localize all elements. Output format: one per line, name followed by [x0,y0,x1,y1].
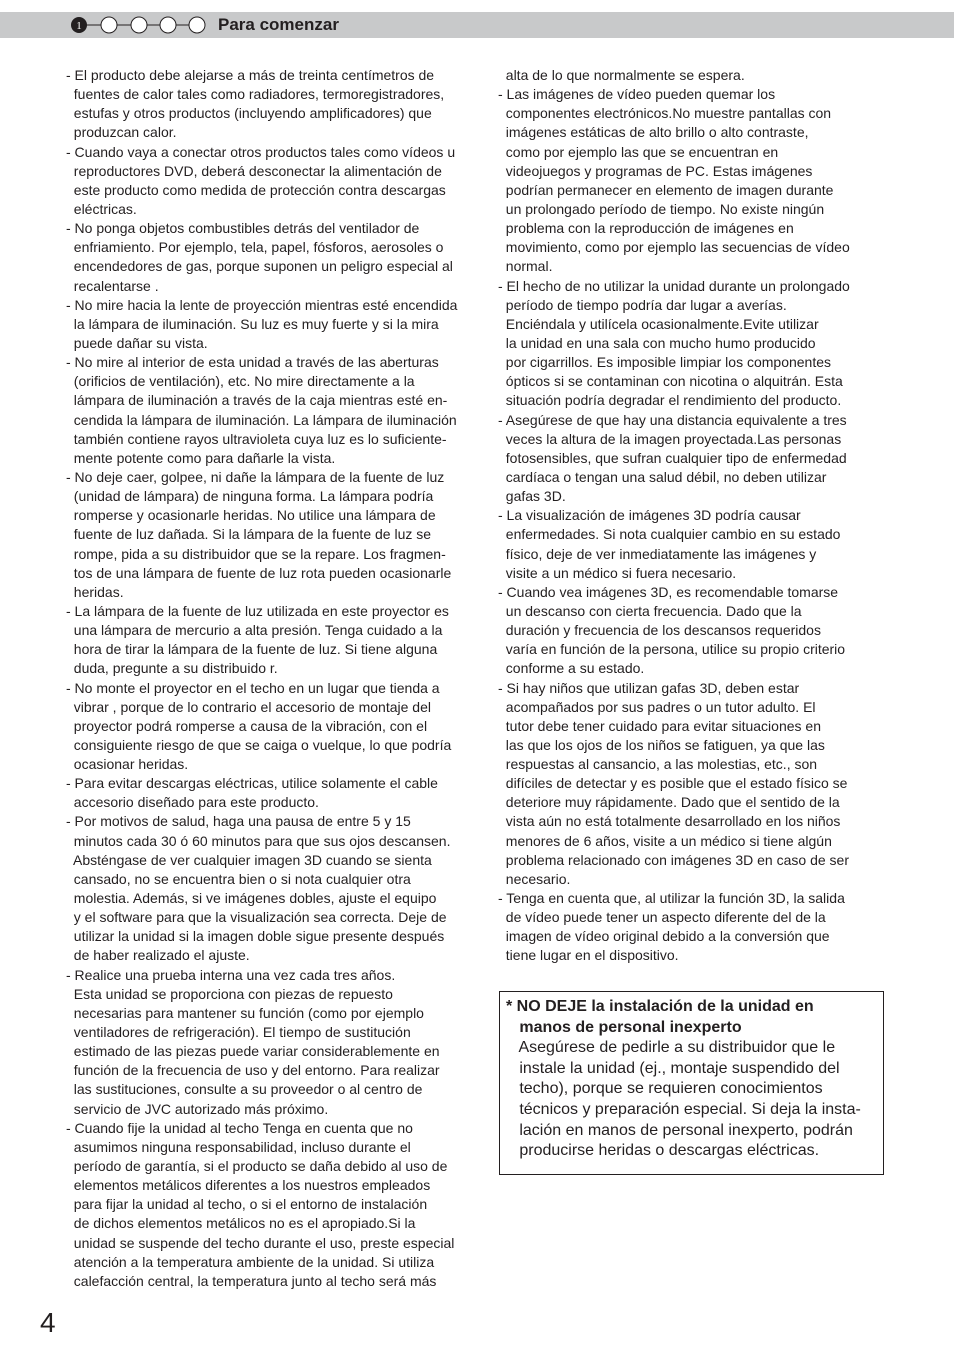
text-line: molestia. Además, si ve imágenes dobles, ajuste el equipo [66,890,437,907]
text-line: ventiladores de refrigeración). El tiempo de sustitución [66,1024,411,1041]
text-line: de haber realizado el ajuste. [66,947,250,964]
text-line: alta de lo que normalmente se espera. [498,67,745,83]
text-line: - No monte el proyector en el techo en un lugar que tienda a [66,679,440,696]
text-line: un prolongado período de tiempo. No existe ningún [498,200,825,217]
text-line: produzcan calor. [66,124,177,141]
step-circle [160,17,176,33]
text-line: duda, pregunte a su distribuido r. [66,660,278,677]
installation-notice-text [506,997,861,1162]
text-line: gafas 3D. [498,488,566,505]
text-line: ópticos si se contaminan con nicotina o alquitrán. Esta [498,373,843,390]
text-line: proyector podrá romperse a causa de la vibración, con el [66,717,428,734]
text-line: producirse heridas o descargas eléctricas. [506,1142,820,1160]
text-line: las sustituciones, consulte a su proveedor o al centro de [66,1081,423,1098]
text-line: situación podría degradar el rendimiento del producto. [498,392,842,409]
text-line: de vídeo puede tener un aspecto diferente del de la [498,909,826,926]
text-line: elementos metálicos diferentes a los nuestros empleados [66,1177,431,1194]
text-line: fotosensibles, que sufran cualquier tipo de enfermedad [498,449,847,466]
text-line: Esta unidad se proporciona con piezas de repuesto [66,985,393,1002]
text-line: acompañados por sus padres o un tutor adulto. El [498,698,816,715]
text-line: - No ponga objetos combustibles detrás del ventilador de [66,220,420,237]
text-line: difíciles de detectar y es posible que el estado físico se [498,775,848,792]
text-line: tos de una lámpara de fuente de luz rota pueden ocasionarle [66,564,452,581]
text-line: tiene lugar en el dispositivo. [498,947,679,964]
text-line: - Cuando fije la unidad al techo Tenga en cuenta que no [66,1119,413,1136]
text-line: romperse y ocasionarle heridas. No utilice una lámpara de [66,507,436,524]
text-line: enfriamiento. Por ejemplo, tela, papel, fósforos, aerosoles o [66,239,444,256]
text-line: visite a un médico si fuera necesario. [498,564,737,581]
text-line: consiguiente riesgo de que se caiga o vuelque, lo que podría [66,736,452,753]
text-line: ocasionar heridas. [66,756,189,773]
text-line: imagen de vídeo original debido a la conversión que [498,928,830,945]
text-line: videojuegos y programas de PC. Estas imágenes [498,162,813,179]
text-line: instale la unidad (ej., montaje suspendido del [506,1059,840,1077]
step-progress-indicator [70,16,210,34]
text-line: las que los ojos de los niños se fatiguen, ya que las [498,736,825,753]
text-line: lación en manos de personal inexperto, podrán [506,1121,853,1139]
text-line: - Para evitar descargas eléctricas, utilice solamente el cable [66,775,438,792]
left-text-column [66,66,498,1291]
text-line: mente potente como para dañarle la vista. [66,449,336,466]
text-line: calefacción central, la temperatura junto al techo será más [66,1272,437,1289]
text-line: - Cuando vaya a conectar otros productos tales como vídeos u [66,143,456,160]
text-line: utilizar la unidad si la imagen doble sigue presente después [66,928,445,945]
text-line: de dichos elementos metálicos no es el apropiado.Si la [66,1215,416,1232]
text-line: vibrar , porque de lo contrario el accesorio de montaje del [66,698,431,715]
text-line: encendedores de gas, porque suponen un peligro especial al [66,258,453,275]
text-line: menores de 6 años, visite a un médico si tiene algún [498,832,832,849]
text-line: podrían permanecer en elemento de imagen durante [498,181,834,198]
text-line: unidad se suspende del techo durante el uso, preste especial [66,1234,455,1251]
text-line: cendida la lámpara de iluminación. La lámpara de iluminación [66,411,457,428]
text-line: período de garantía, si el producto se daña debido al uso de [66,1158,448,1175]
text-line: reproductores DVD, deberá desconectar la alimentación de [66,162,442,179]
page-number: 4 [40,1307,56,1338]
text-line: heridas. [66,583,124,600]
step-circle [101,17,117,33]
section-title: Para comenzar [218,15,339,34]
text-line: - Cuando vea imágenes 3D, es recomendable tomarse [498,583,839,600]
text-line: servicio de JVC autorizado más próximo. [66,1100,329,1117]
text-line: normal. [498,258,553,275]
text-line: la unidad en una sala con mucho humo producido [498,334,816,351]
text-line: (orificios de ventilación), etc. No mire directamente a la [66,373,415,390]
text-line: una lámpara de mercurio a alta presión. Tenga cuidado a la [66,622,443,639]
text-line: - No mire hacia la lente de proyección mientras esté encendida [66,296,458,313]
text-line: técnicos y preparación especial. Si deja la insta- [506,1100,861,1118]
text-line: estufas y otros productos (incluyendo amplificadores) que [66,105,432,122]
text-line: - Las imágenes de vídeo pueden quemar los [498,86,776,103]
text-line: eléctricas. [66,200,137,217]
text-line: - El producto debe alejarse a más de treinta centímetros de [66,67,435,83]
text-line: conforme a su estado. [498,660,645,677]
text-line: por cigarrillos. Es imposible limpiar los componentes [498,354,832,371]
text-line: función de la frecuencia de uso y del entorno. Para realizar [66,1062,440,1079]
text-line: y el software para que la visualización sea correcta. Deje de [66,909,447,926]
text-line: también contiene rayos ultravioleta cuya luz es lo suficiente- [66,430,447,447]
text-line: imágenes estáticas de alto brillo o alto contraste, [498,124,809,141]
text-line: varía en función de la persona, utilice su propio criterio [498,641,846,658]
text-line: - Tenga en cuenta que, al utilizar la función 3D, la salida [498,890,845,907]
text-line: lámpara de iluminación a través de la caja mientras esté en- [66,392,448,409]
text-line: - La visualización de imágenes 3D podría causar [498,507,801,524]
step-active-number: 1 [76,20,82,32]
text-line: para fijar la unidad al techo, o si el entorno de instalación [66,1196,428,1213]
text-line: movimiento, como por ejemplo las secuencias de vídeo [498,239,850,256]
text-line: este producto como medida de protección contra descargas [66,181,446,198]
text-line: problema con la reproducción de imágenes en [498,220,794,237]
text-line: recalentarse . [66,277,159,294]
text-line: fuente de luz dañada. Si la lámpara de la fuente de luz se [66,526,432,543]
text-line: asumimos ninguna responsabilidad, incluso durante el [66,1138,411,1155]
text-line: necesario. [498,870,571,887]
text-line: como por ejemplo las que se encuentran en [498,143,779,160]
text-line: un descanso con cierta frecuencia. Dado que la [498,602,802,619]
text-line: cardíaca o tengan una salud débil, no deben utilizar [498,468,827,485]
section-header-bar [0,12,954,38]
text-line: vista aún no está totalmente desarrollado en los niños [498,813,841,830]
text-line: Asegúrese de pedirle a su distribuidor que le [506,1039,836,1057]
text-line: - Si hay niños que utilizan gafas 3D, deben estar [498,679,800,696]
text-line: rompe, pida a su distribuidor que se la repare. Los fragmen- [66,545,446,562]
right-text-column [498,66,888,966]
text-line: atención a la temperatura ambiente de la unidad. Si utiliza [66,1253,435,1270]
step-circle [189,17,205,33]
text-line: - La lámpara de la fuente de luz utilizada en este proyector es [66,602,449,619]
text-line: (unidad de lámpara) de ninguna forma. La lámpara podría [66,488,434,505]
text-line: minutos cada 30 ó 60 minutos para que sus ojos descansen. [66,832,451,849]
text-line: enfermedades. Si nota cualquier cambio en su estado [498,526,841,543]
text-line: - Realice una prueba interna una vez cada tres años. [66,966,396,983]
text-line: cansado, no se encuentra bien o si nota cualquier otra [66,870,411,887]
text-line: - No deje caer, golpee, ni dañe la lámpara de la fuente de luz [66,468,445,485]
text-line: manos de personal inexperto [506,1018,742,1036]
text-line: estimado de las piezas puede variar considerablemente en [66,1043,440,1060]
text-line: necesarias para mantener su función (como por ejemplo [66,1004,424,1021]
step-circle [131,17,147,33]
text-line: techo), porque se requieren conocimientos [506,1080,823,1098]
text-line: tutor debe tener cuidado para evitar situaciones en [498,717,821,734]
text-line: - No mire al interior de esta unidad a través de las aberturas [66,354,439,371]
text-line: problema relacionado con imágenes 3D en caso de ser [498,851,849,868]
text-line: Enciéndala y utilícela ocasionalmente.Evite utilizar [498,315,819,332]
text-line: - El hecho de no utilizar la unidad durante un prolongado [498,277,850,294]
text-line: respuestas al cansancio, a las molestias, etc., son [498,756,818,773]
text-line: * NO DEJE la instalación de la unidad en [506,998,814,1015]
text-line: duración y frecuencia de los descansos requeridos [498,622,821,639]
text-line: accesorio diseñado para este producto. [66,794,319,811]
text-line: Absténgase de ver cualquier imagen 3D cuando se sienta [66,851,432,868]
text-line: componentes electrónicos.No muestre pantallas con [498,105,832,122]
text-line: la lámpara de iluminación. Su luz es muy fuerte y si la mira [66,315,439,332]
text-line: período de tiempo podría dar lugar a averías. [498,296,787,313]
installation-notice-box [499,991,884,1175]
text-line: - Asegúrese de que hay una distancia equivalente a tres [498,411,847,428]
text-line: - Por motivos de salud, haga una pausa de entre 5 y 15 [66,813,411,830]
text-line: físico, deje de ver inmediatamente las imágenes y [498,545,817,562]
text-line: fuentes de calor tales como radiadores, termoregistradores, [66,86,445,103]
text-line: puede dañar su vista. [66,334,208,351]
text-line: veces la altura de la imagen proyectada.Las personas [498,430,842,447]
text-line: hora de tirar la lámpara de la fuente de luz. Si tiene alguna [66,641,438,658]
text-line: deteriore muy rápidamente. Dado que el sentido de la [498,794,840,811]
